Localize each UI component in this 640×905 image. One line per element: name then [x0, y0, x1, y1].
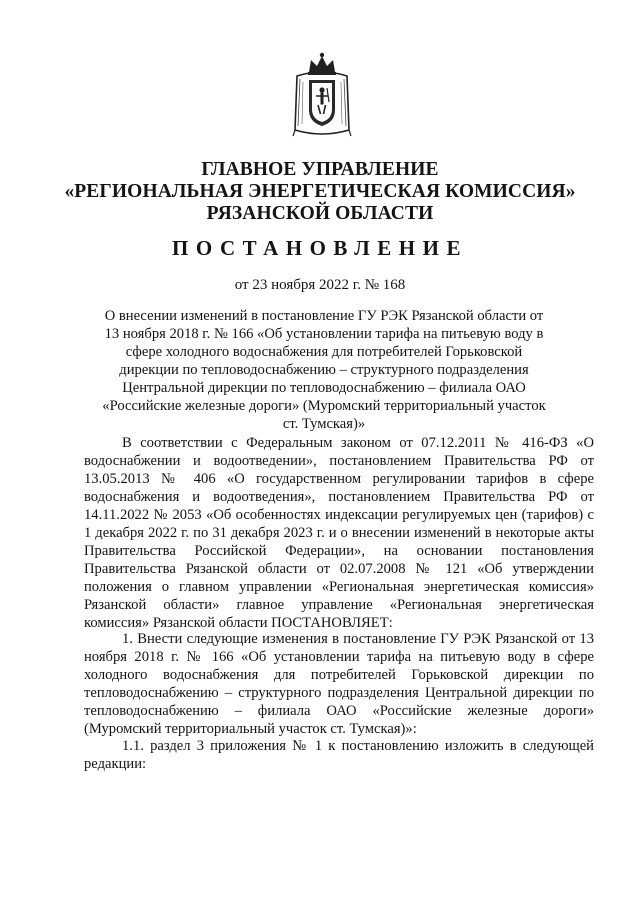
coat-of-arms-icon [291, 52, 353, 140]
item-1-1-paragraph: 1.1. раздел 3 приложения № 1 к постановлению изложить в следующей редакции: [84, 738, 594, 772]
preamble-paragraph: В соответствии с Федеральным законом от 07.12.2011 № 416-ФЗ «О водоснабжении и водоотведении», постановлением Правительства РФ от 13.05.2013 № 406 «О государственном регулировании тарифов в сфере водоснабжения и водоотведения», постановлением Правительства РФ от 14.11.2022 № 2053 «Об особенностях индексации регулируемых цен (тарифов) с 1 декабря 2022 г. по 31 декабря 2023 г. и о внесении изменений в некоторые акты Правительства Российской Федерации», на основании постановления Правительства Рязанской области от 02.07.2008 № 121 «Об утверждении положения о главном управлении «Региональная энергетическая комиссия» Рязанской области» главное управление «Региональная энергетическая комиссия» Рязанской области ПОСТАНОВЛЯЕТ: [84, 435, 594, 631]
header-line-2: «РЕГИОНАЛЬНАЯ ЭНЕРГЕТИЧЕСКАЯ КОМИССИЯ» [64, 181, 576, 202]
header-line-1: ГЛАВНОЕ УПРАВЛЕНИЕ [201, 159, 439, 180]
document-date-number: от 23 ноября 2022 г. № 168 [234, 277, 406, 293]
document-subject: О внесении изменений в постановление ГУ РЭК Рязанской области от 13 ноября 2018 г. № 166 «Об установлении тарифа на питьевую воду в сфере холодного водоснабжения для потребителей Горьковской дирекции по тепловодоснабжению – структурного подразделения Центральной дирекции по тепловодоснабжению – филиала ОАО «Российские железные дороги» (Муромский территориальный участок ст. Тумская)» [102, 308, 546, 432]
header-line-3: РЯЗАНСКОЙ ОБЛАСТИ [206, 203, 434, 224]
item-1-paragraph: 1. Внести следующие изменения в постановление ГУ РЭК Рязанской от 13 ноября 2018 г. № 166 «Об установлении тарифа на питьевую воду в сфере холодного водоснабжения для потребителей Горьковской дирекции по тепловодоснабжению – структурного подразделения Центральной дирекции по тепловодоснабжению – филиала ОАО «Российские железные дороги» (Муромский территориальный участок ст. Тумская)»: [84, 631, 594, 737]
document-title: ПОСТАНОВЛЕНИЕ [172, 236, 468, 260]
issuing-authority-header [40, 159, 600, 225]
